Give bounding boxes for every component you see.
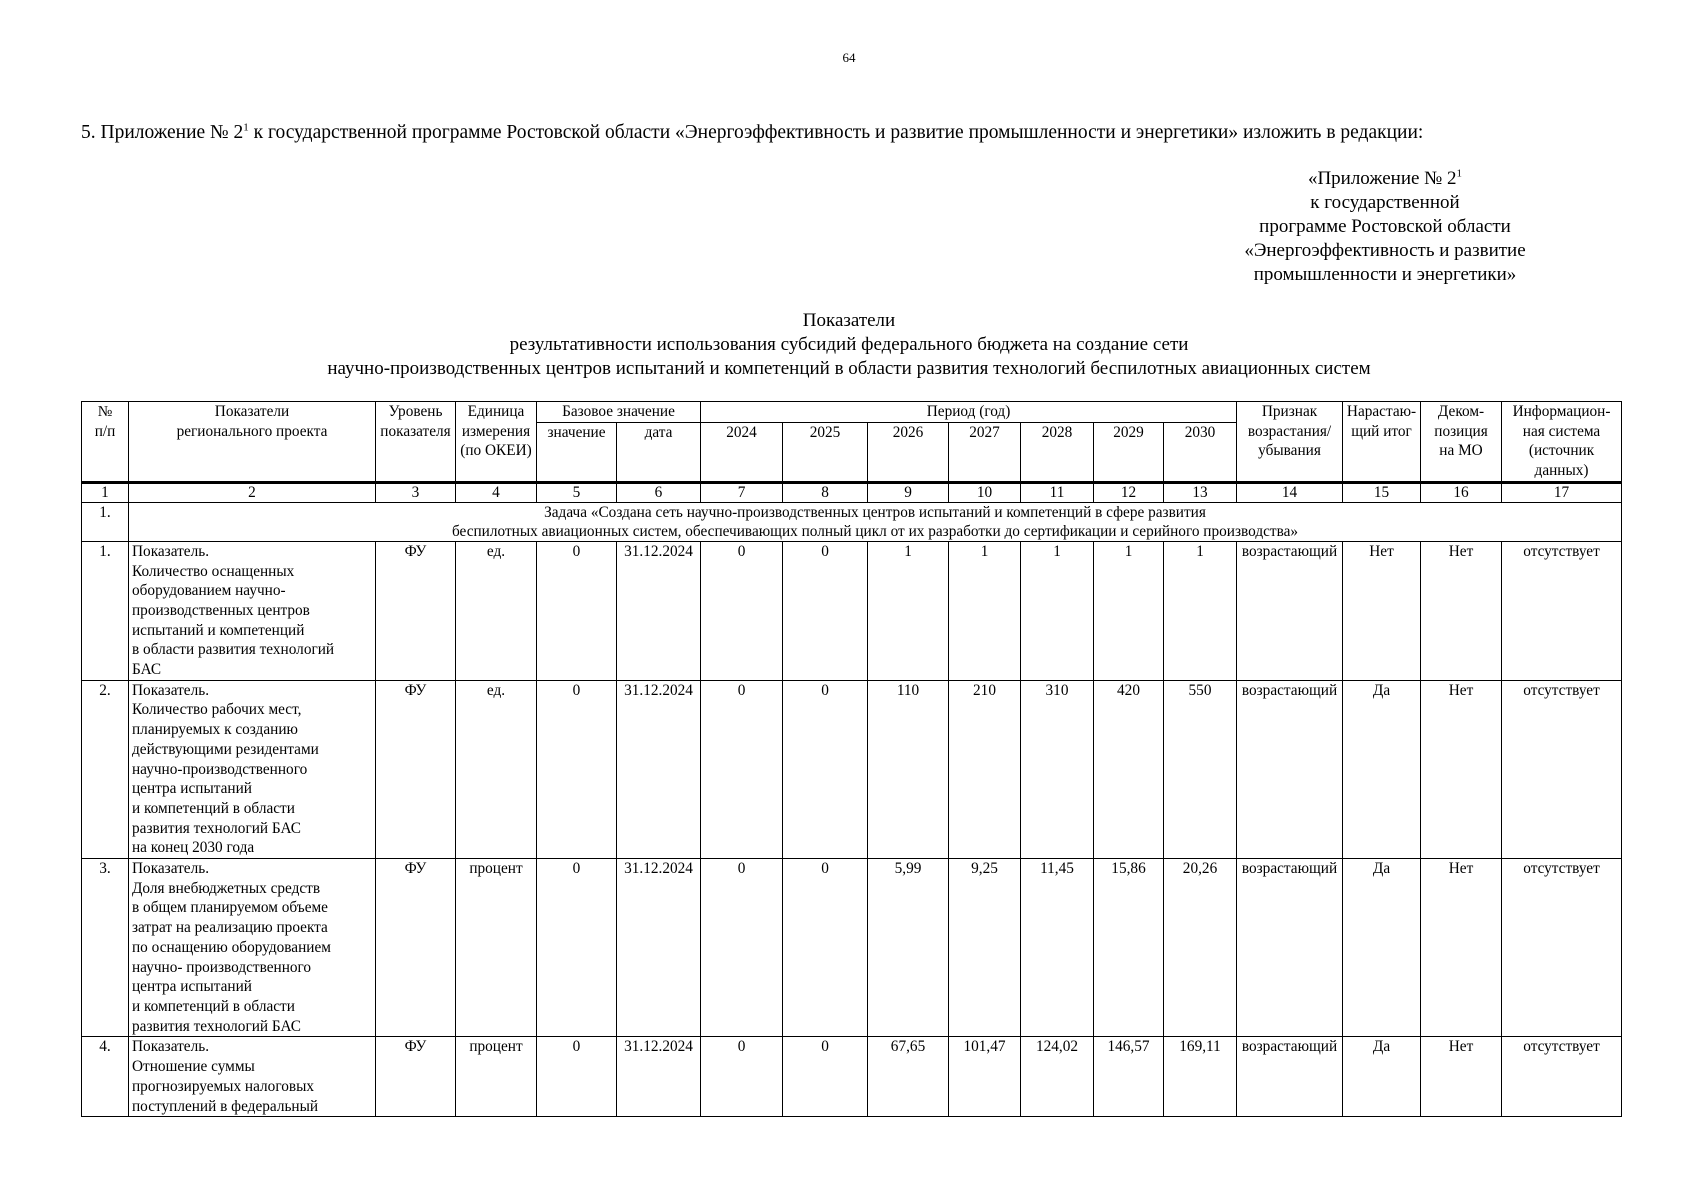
indicator-name <box>129 541 376 680</box>
indicator-unit: ед. <box>456 541 537 680</box>
column-number: 5 <box>537 482 617 502</box>
indicator-name-line: и компетенций в области <box>132 799 295 817</box>
intro-text-after: к государственной программе Ростовской области «Энергоэффективность и развитие промышленности и энергетики» изложить в редакции: <box>248 122 1424 143</box>
appendix-heading <box>1230 167 1540 287</box>
indicator-level: ФУ <box>376 859 456 1037</box>
year-value: 0 <box>783 1037 868 1117</box>
indicator-unit: процент <box>456 859 537 1037</box>
column-number: 12 <box>1094 482 1164 502</box>
info-system: отсутствует <box>1502 859 1622 1037</box>
header-year-2029: 2029 <box>1094 422 1164 482</box>
year-value: 1 <box>1164 541 1237 680</box>
row-number: 2. <box>82 680 129 858</box>
task-description: Задача «Создана сеть научно-производственных центров испытаний и компетенций в сфере развития беспилотных авиационных систем, обеспечивающих полный цикл от их разработки до сертификации и серийного производства» <box>129 502 1622 541</box>
appendix-superscript: 1 <box>1456 167 1463 180</box>
indicator-name-line: по оснащению оборудованием <box>132 938 331 956</box>
indicator-name-line: Показатель. <box>132 1038 210 1056</box>
title-line-1: Показатели <box>802 310 896 331</box>
indicator-name <box>129 1037 376 1117</box>
indicator-name-line: Доля внебюджетных средств <box>132 879 321 897</box>
row-number: 3. <box>82 859 129 1037</box>
column-number: 11 <box>1021 482 1094 502</box>
cumulative-flag: Да <box>1343 859 1421 1037</box>
year-value: 0 <box>701 541 783 680</box>
indicator-name-line: центра испытаний <box>132 978 252 996</box>
header-year-2028: 2028 <box>1021 422 1094 482</box>
indicator-name <box>129 680 376 858</box>
column-number: 10 <box>949 482 1021 502</box>
indicator-name-line: производственных центров <box>132 601 310 619</box>
page-number: 64 <box>842 50 856 65</box>
column-number: 15 <box>1343 482 1421 502</box>
year-value: 0 <box>701 680 783 858</box>
header-sign: Признак возрастания/ убывания <box>1237 402 1343 483</box>
year-value: 550 <box>1164 680 1237 858</box>
table-row <box>82 680 1622 858</box>
title-line-2: результативности использования субсидий федерального бюджета на создание сети <box>509 334 1189 355</box>
change-sign: возрастающий <box>1237 1037 1343 1117</box>
year-value: 0 <box>701 859 783 1037</box>
table-row <box>82 859 1622 1037</box>
year-value: 0 <box>783 859 868 1037</box>
cumulative-flag: Нет <box>1343 541 1421 680</box>
cumulative-flag: Да <box>1343 1037 1421 1117</box>
header-row-1 <box>82 402 1622 423</box>
header-year-2024: 2024 <box>701 422 783 482</box>
intro-superscript: 1 <box>243 121 249 134</box>
indicator-name-line: Показатель. <box>132 542 210 560</box>
header-year-2025: 2025 <box>783 422 868 482</box>
table-row <box>82 541 1622 680</box>
year-value: 110 <box>868 680 949 858</box>
indicator-name-line: БАС <box>132 661 162 679</box>
appendix-line-1 <box>1230 167 1540 191</box>
indicator-name-line: оборудованием научно- <box>132 582 286 600</box>
year-value: 9,25 <box>949 859 1021 1037</box>
indicator-name-line: развития технологий БАС <box>132 819 301 837</box>
base-value: 0 <box>537 680 617 858</box>
indicator-name <box>129 859 376 1037</box>
row-number: 1. <box>82 541 129 680</box>
year-value: 0 <box>783 541 868 680</box>
year-value: 11,45 <box>1021 859 1094 1037</box>
appendix-line-4: «Энергоэффективность и развитие <box>1244 240 1526 261</box>
header-period: Период (год) <box>701 402 1237 423</box>
indicator-level: ФУ <box>376 680 456 858</box>
header-indicator: Показатели регионального проекта <box>129 402 376 483</box>
year-value: 310 <box>1021 680 1094 858</box>
year-value: 210 <box>949 680 1021 858</box>
indicators-table <box>81 401 1622 1117</box>
base-date: 31.12.2024 <box>617 541 701 680</box>
change-sign: возрастающий <box>1237 541 1343 680</box>
indicator-name-line: научно- производственного <box>132 958 312 976</box>
header-year-2030: 2030 <box>1164 422 1237 482</box>
indicators-table-wrapper <box>81 401 1621 1117</box>
year-value: 1 <box>949 541 1021 680</box>
info-system: отсутствует <box>1502 680 1622 858</box>
indicator-name-line: планируемых к созданию <box>132 721 298 739</box>
column-number: 1 <box>82 482 129 502</box>
year-value: 124,02 <box>1021 1037 1094 1117</box>
year-value: 20,26 <box>1164 859 1237 1037</box>
decomposition-flag: Нет <box>1421 541 1502 680</box>
intro-paragraph <box>81 122 1423 144</box>
indicator-name-line: действующими резидентами <box>132 740 319 758</box>
header-decomposition: Деком- позиция на МО <box>1421 402 1502 483</box>
header-year-2027: 2027 <box>949 422 1021 482</box>
header-base-date: дата <box>617 422 701 482</box>
intro-text-before: 5. Приложение № 2 <box>81 122 244 143</box>
change-sign: возрастающий <box>1237 680 1343 858</box>
title-line-3: научно-производственных центров испытаний и компетенций в области развития технологий беспилотных авиационных систем <box>327 358 1371 379</box>
base-date: 31.12.2024 <box>617 1037 701 1117</box>
indicator-name-line: Отношение суммы <box>132 1058 255 1076</box>
indicator-name-line: и компетенций в области <box>132 997 295 1015</box>
indicator-name-line: прогнозируемых налоговых <box>132 1077 315 1095</box>
decomposition-flag: Нет <box>1421 859 1502 1037</box>
header-base-value: значение <box>537 422 617 482</box>
indicator-unit: процент <box>456 1037 537 1117</box>
column-number: 6 <box>617 482 701 502</box>
header-info-system: Информацион- ная система (источник данных) <box>1502 402 1622 483</box>
info-system: отсутствует <box>1502 541 1622 680</box>
indicator-name-line: испытаний и компетенций <box>132 621 305 639</box>
year-value: 1 <box>1094 541 1164 680</box>
indicator-name-line: на конец 2030 года <box>132 839 255 857</box>
column-number: 7 <box>701 482 783 502</box>
column-number: 13 <box>1164 482 1237 502</box>
indicator-name-line: научно-производственного <box>132 760 308 778</box>
base-date: 31.12.2024 <box>617 680 701 858</box>
indicator-name-line: в области развития технологий <box>132 641 335 659</box>
header-base: Базовое значение <box>537 402 701 423</box>
year-value: 146,57 <box>1094 1037 1164 1117</box>
decomposition-flag: Нет <box>1421 1037 1502 1117</box>
indicator-name-line: в общем планируемом объеме <box>132 899 328 917</box>
row-number: 4. <box>82 1037 129 1117</box>
indicator-name-line: Показатель. <box>132 681 210 699</box>
info-system: отсутствует <box>1502 1037 1622 1117</box>
appendix-line-2: к государственной <box>1310 192 1460 213</box>
appendix-line-5: промышленности и энергетики» <box>1253 264 1517 285</box>
year-value: 5,99 <box>868 859 949 1037</box>
header-cumulative: Нарастаю- щий итог <box>1343 402 1421 483</box>
column-number: 3 <box>376 482 456 502</box>
indicator-name-line: Количество оснащенных <box>132 562 295 580</box>
base-value: 0 <box>537 859 617 1037</box>
base-date: 31.12.2024 <box>617 859 701 1037</box>
column-number: 9 <box>868 482 949 502</box>
decomposition-flag: Нет <box>1421 680 1502 858</box>
column-number: 16 <box>1421 482 1502 502</box>
year-value: 1 <box>1021 541 1094 680</box>
column-number: 17 <box>1502 482 1622 502</box>
year-value: 420 <box>1094 680 1164 858</box>
column-number: 14 <box>1237 482 1343 502</box>
indicator-name-line: поступлений в федеральный <box>132 1097 319 1115</box>
year-value: 1 <box>868 541 949 680</box>
year-value: 67,65 <box>868 1037 949 1117</box>
year-value: 169,11 <box>1164 1037 1237 1117</box>
year-value: 0 <box>783 680 868 858</box>
base-value: 0 <box>537 1037 617 1117</box>
change-sign: возрастающий <box>1237 859 1343 1037</box>
cumulative-flag: Да <box>1343 680 1421 858</box>
year-value: 15,86 <box>1094 859 1164 1037</box>
table-row <box>82 1037 1622 1117</box>
base-value: 0 <box>537 541 617 680</box>
column-number: 2 <box>129 482 376 502</box>
header-unit: Единица измерения (по ОКЕИ) <box>456 402 537 483</box>
indicator-name-line: развития технологий БАС <box>132 1017 301 1035</box>
task-number: 1. <box>82 502 129 541</box>
column-number: 8 <box>783 482 868 502</box>
indicator-name-line: затрат на реализацию проекта <box>132 919 328 937</box>
indicator-name-line: Показатель. <box>132 860 210 878</box>
appendix-line-3: программе Ростовской области <box>1259 216 1511 237</box>
column-number: 4 <box>456 482 537 502</box>
appendix-line-1-text: «Приложение № 2 <box>1307 168 1457 189</box>
indicator-name-line: центра испытаний <box>132 780 252 798</box>
year-value: 0 <box>701 1037 783 1117</box>
indicator-level: ФУ <box>376 1037 456 1117</box>
indicator-unit: ед. <box>456 680 537 858</box>
indicator-name-line: Количество рабочих мест, <box>132 701 302 719</box>
header-year-2026: 2026 <box>868 422 949 482</box>
indicator-level: ФУ <box>376 541 456 680</box>
column-number-row <box>82 482 1622 502</box>
data-rows <box>82 541 1622 1116</box>
document-title <box>0 309 1698 381</box>
header-level: Уровень показателя <box>376 402 456 483</box>
year-value: 101,47 <box>949 1037 1021 1117</box>
header-num: № п/п <box>82 402 129 483</box>
task-row <box>82 502 1622 541</box>
